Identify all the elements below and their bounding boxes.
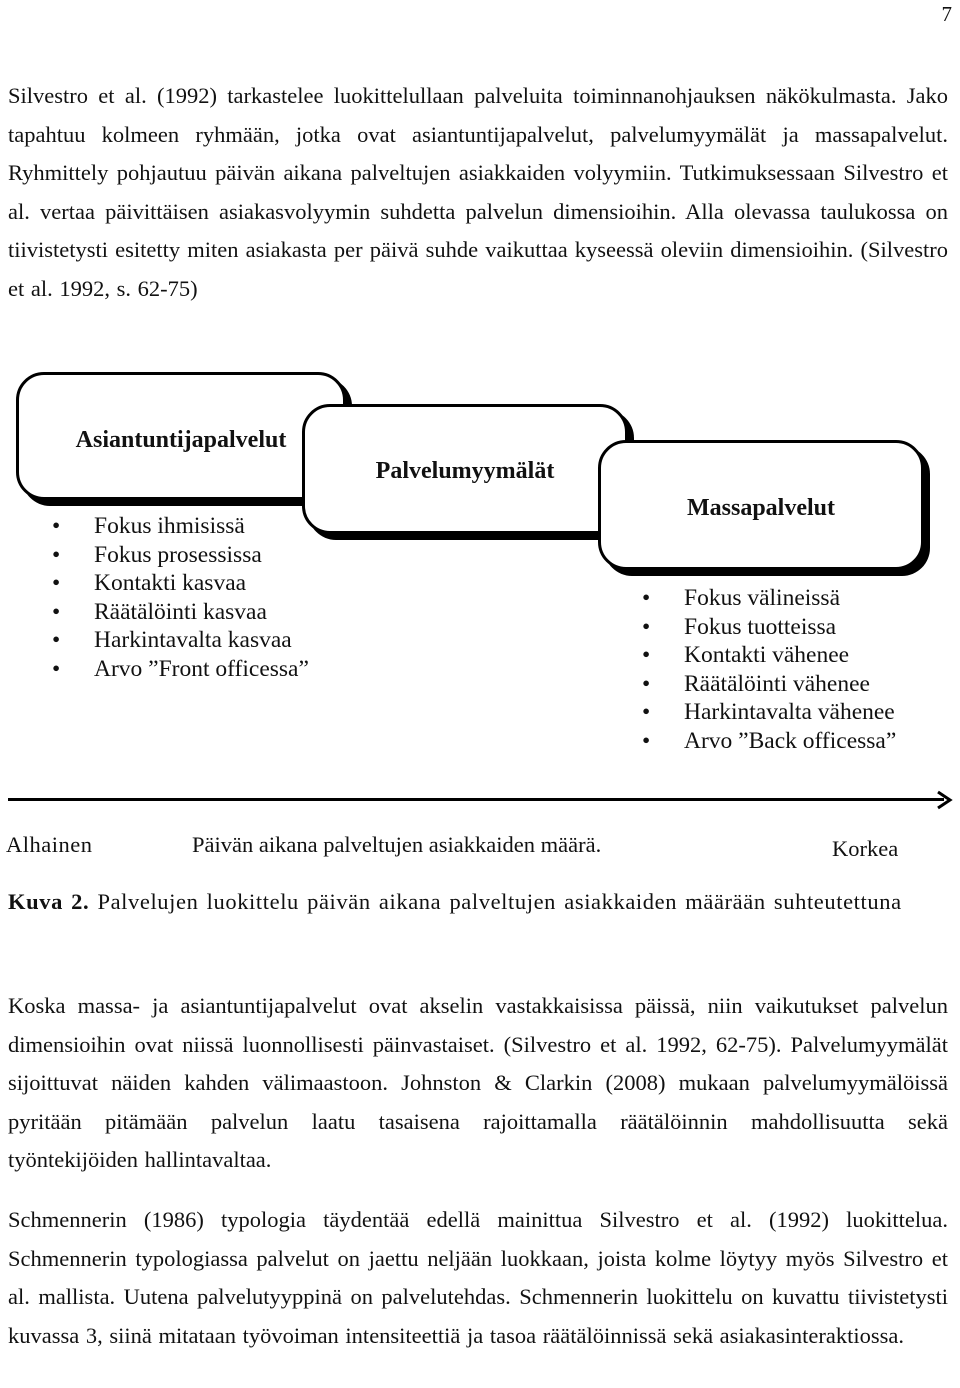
- list-item: • Kontakti vähenee: [642, 641, 896, 670]
- list-item: • Arvo ”Front officessa”: [52, 655, 309, 684]
- expert-services-list: [52, 512, 309, 683]
- axis-title: Päivän aikana palveltujen asiakkaiden määrä.: [192, 832, 602, 857]
- list-item: • Harkintavalta vähenee: [642, 698, 896, 727]
- mass-services-list: [642, 584, 896, 755]
- intro-paragraph: Silvestro et al. (1992) tarkastelee luokittelullaan palveluita toiminnanohjauksen näkökulmasta. Jako tapahtuu kolmeen ryhmään, jotka ovat asiantuntijapalvelut, palvelumyymälät ja massapalvelut. Ryhmittely pohjautuu päivän aikana palveltujen asiakkaiden volyymiin. Tutkimuksessaan Silvestro et al. vertaa päivittäisen asiakasvolyymin suhdetta palvelun dimensioihin. Alla olevassa taulukossa on tiivistetysti esitetty miten asiakasta per päivä suhde vaikuttaa kyseessä oleviin dimensioihin. (Silvestro et al. 1992, s. 62-75): [8, 83, 948, 301]
- axis-low-label: Alhainen: [6, 832, 93, 857]
- mass-services-box: [598, 440, 924, 570]
- list-item: • Fokus tuotteissa: [642, 613, 896, 642]
- service-shops-box: [302, 404, 628, 534]
- list-item: • Räätälöinti vähenee: [642, 670, 896, 699]
- mass-services-title: Massapalvelut: [686, 495, 835, 521]
- expert-services-title: Asiantuntijapalvelut: [75, 427, 287, 453]
- arrow-right-icon: [934, 790, 954, 810]
- caption-text: Palvelujen luokittelu päivän aikana palveltujen asiakkaiden määrään suhteutettuna: [97, 889, 902, 914]
- body-paragraph-2: Koska massa- ja asiantuntijapalvelut ovat akselin vastakkaisissa päissä, niin vaikutukset palvelun dimensioihin ovat niissä luonnollisesti päinvastaiset. (Silvestro et al. 1992, 62-75). Palvelumyymälät sijoittuvat näiden kahden välimaastoon. Johnston & Clarkin (2008) mukaan palvelumyymälöissä pyritään pitämään palvelun laatu tasaisena rajoittamalla räätälöinnin mahdollisuutta sekä työntekijöiden hallintavaltaa.: [8, 993, 948, 1172]
- figure-caption: [8, 884, 948, 920]
- page-number: 7: [941, 2, 952, 26]
- body-paragraph-3: Schmennerin (1986) typologia täydentää edellä mainittua Silvestro et al. (1992) luokittelua. Schmennerin typologiassa palvelut on jaettu neljään luokkaan, joista kolme löytyy myös Silvestro et al. mallista. Uutena palvelutyyppinä on palvelutehdas. Schmennerin luokittelu on kuvattu tiivistetysti kuvassa 3, siinä mitataan työvoiman intensiteettiä ja tasoa räätälöinnissä sekä asiakasinteraktiossa.: [8, 1207, 948, 1348]
- list-item: • Arvo ”Back officessa”: [642, 727, 896, 756]
- service-shops-title: Palvelumyymälät: [375, 458, 555, 484]
- list-item: • Fokus prosessissa: [52, 541, 309, 570]
- list-item: • Räätälöinti kasvaa: [52, 598, 309, 627]
- caption-label: Kuva 2.: [8, 889, 90, 914]
- list-item: • Fokus ihmisissä: [52, 512, 309, 541]
- list-item: • Kontakti kasvaa: [52, 569, 309, 598]
- expert-services-box: [16, 372, 346, 500]
- axis-high-label: Korkea: [832, 836, 899, 861]
- list-item: • Harkintavalta kasvaa: [52, 626, 309, 655]
- axis-line: [8, 798, 944, 801]
- list-item: • Fokus välineissä: [642, 584, 896, 613]
